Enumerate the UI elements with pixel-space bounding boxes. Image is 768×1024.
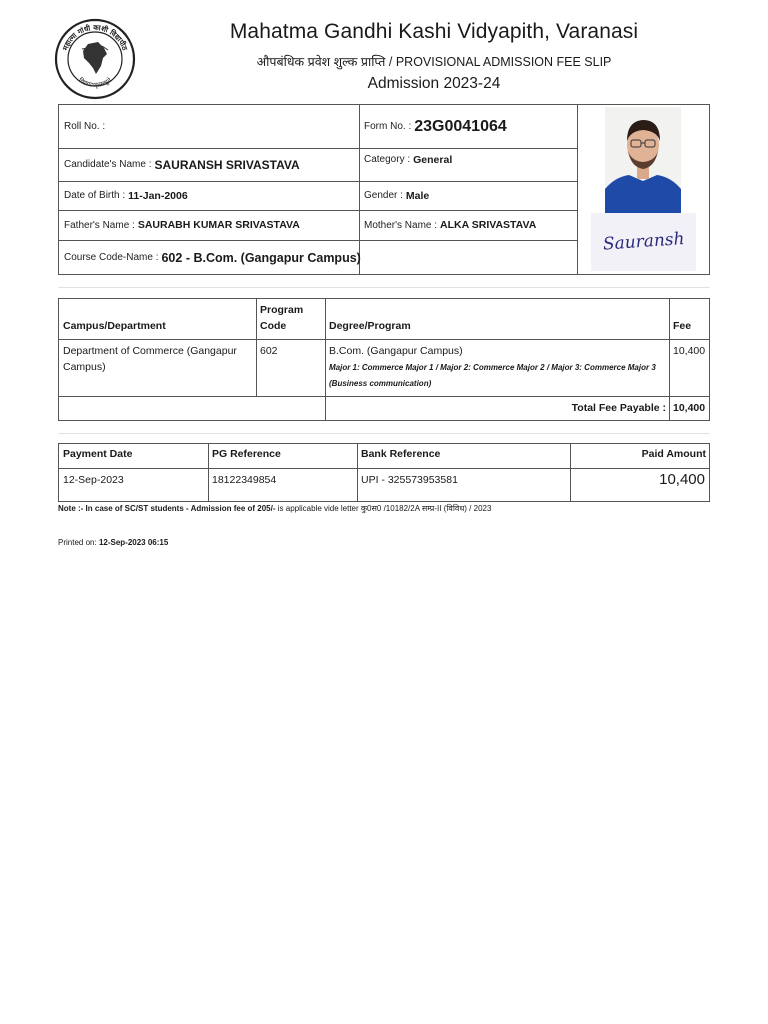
candidate-name-label: Candidate's Name : — [64, 159, 152, 170]
signature-text: Sauransh — [602, 228, 686, 255]
dob-cell — [59, 181, 359, 210]
svg-text:विद्ययाऽमृतमश्नुते — [77, 76, 113, 89]
col-degree-header: Degree/Program — [329, 320, 411, 332]
gender-cell — [359, 181, 577, 210]
candidate-name-cell — [59, 148, 359, 181]
father-name-value: SAURABH KUMAR SRIVASTAVA — [137, 219, 300, 231]
form-no-value: 23G0041064 — [414, 117, 507, 135]
father-name-cell — [59, 210, 359, 240]
campus-value-line1: Department of Commerce (Gangapur — [63, 345, 237, 357]
university-title: Mahatma Gandhi Kashi Vidyapith, Varanasi — [229, 20, 639, 43]
degree-value: B.Com. (Gangapur Campus) — [329, 345, 463, 357]
category-cell — [359, 148, 577, 181]
fee-value: 10,400 — [673, 345, 706, 357]
form-no-cell — [359, 105, 577, 148]
campus-value-line2: Campus) — [63, 361, 106, 373]
form-no-label: Form No. : — [364, 121, 412, 132]
fee-note-rest: is applicable vide letter कु0स0 /10182/2A सम्प्र-II (विविध) / 2023 — [275, 504, 492, 513]
pg-reference-value: 18122349854 — [212, 474, 277, 486]
candidate-photo — [605, 107, 681, 214]
university-seal-logo — [54, 18, 136, 100]
col-code-header-line2: Code — [260, 320, 287, 332]
course-cell — [59, 240, 577, 275]
candidate-info-table — [58, 104, 710, 275]
printed-on — [58, 538, 168, 547]
printed-on-label: Printed on: — [58, 538, 97, 547]
majors-value-line2: (Business communication) — [329, 379, 432, 388]
payment-table — [58, 443, 710, 502]
mother-name-value: ALKA SRIVASTAVA — [440, 219, 537, 231]
program-fee-table — [58, 298, 710, 421]
paid-amount-header: Paid Amount — [641, 448, 706, 460]
course-value: 602 - B.Com. (Gangapur Campus) — [161, 250, 361, 265]
candidate-signature — [591, 213, 696, 271]
category-value: General — [413, 154, 453, 166]
gender-value: Male — [405, 189, 430, 202]
category-label: Category : — [364, 154, 411, 165]
payment-date-value: 12-Sep-2023 — [63, 474, 124, 486]
admission-session: Admission 2023-24 — [367, 75, 501, 92]
dob-label: Date of Birth : — [64, 190, 126, 201]
roll-no-label: Roll No. : — [64, 121, 106, 132]
gender-label: Gender : — [364, 190, 403, 201]
roll-no-cell — [59, 105, 359, 148]
section-divider — [58, 433, 710, 434]
total-fee-label: Total Fee Payable : — [571, 402, 666, 414]
majors-value-line1: Major 1: Commerce Major 1 / Major 2: Commerce Major 2 / Major 3: Commerce Major 3 — [329, 363, 656, 372]
candidate-name-value: SAURANSH SRIVASTAVA — [154, 157, 300, 172]
course-label: Course Code-Name : — [64, 252, 159, 263]
program-code-value: 602 — [260, 345, 278, 357]
mother-name-cell — [359, 210, 577, 240]
total-fee-value: 10,400 — [673, 402, 706, 414]
fee-note-bold: Note :- In case of SC/ST students - Admission fee of 205/- — [58, 504, 276, 513]
section-divider — [58, 287, 710, 288]
printed-on-value: 12-Sep-2023 06:15 — [98, 538, 169, 547]
mother-name-label: Mother's Name : — [364, 219, 438, 231]
bank-reference-header: Bank Reference — [361, 448, 441, 460]
col-campus-header: Campus/Department — [63, 320, 166, 332]
paid-amount-value: 10,400 — [659, 471, 705, 488]
payment-date-header: Payment Date — [63, 448, 133, 460]
bank-reference-value: UPI - 325573953581 — [361, 474, 458, 486]
slip-subtitle: औपबंधिक प्रवेश शुल्क प्राप्ति / PROVISIONAL ADMISSION FEE SLIP — [256, 55, 612, 69]
col-code-header-line1: Program — [260, 304, 304, 316]
father-name-label: Father's Name : — [64, 219, 135, 231]
dob-value: 11-Jan-2006 — [128, 189, 188, 202]
pg-reference-header: PG Reference — [212, 448, 281, 460]
logo-text-top: महात्मा गांधी काशी विद्यापीठ — [60, 22, 130, 52]
fee-note — [58, 503, 491, 514]
col-fee-header: Fee — [673, 320, 692, 332]
logo-text-bottom: विद्ययाऽमृतमश्नुते — [77, 76, 113, 89]
